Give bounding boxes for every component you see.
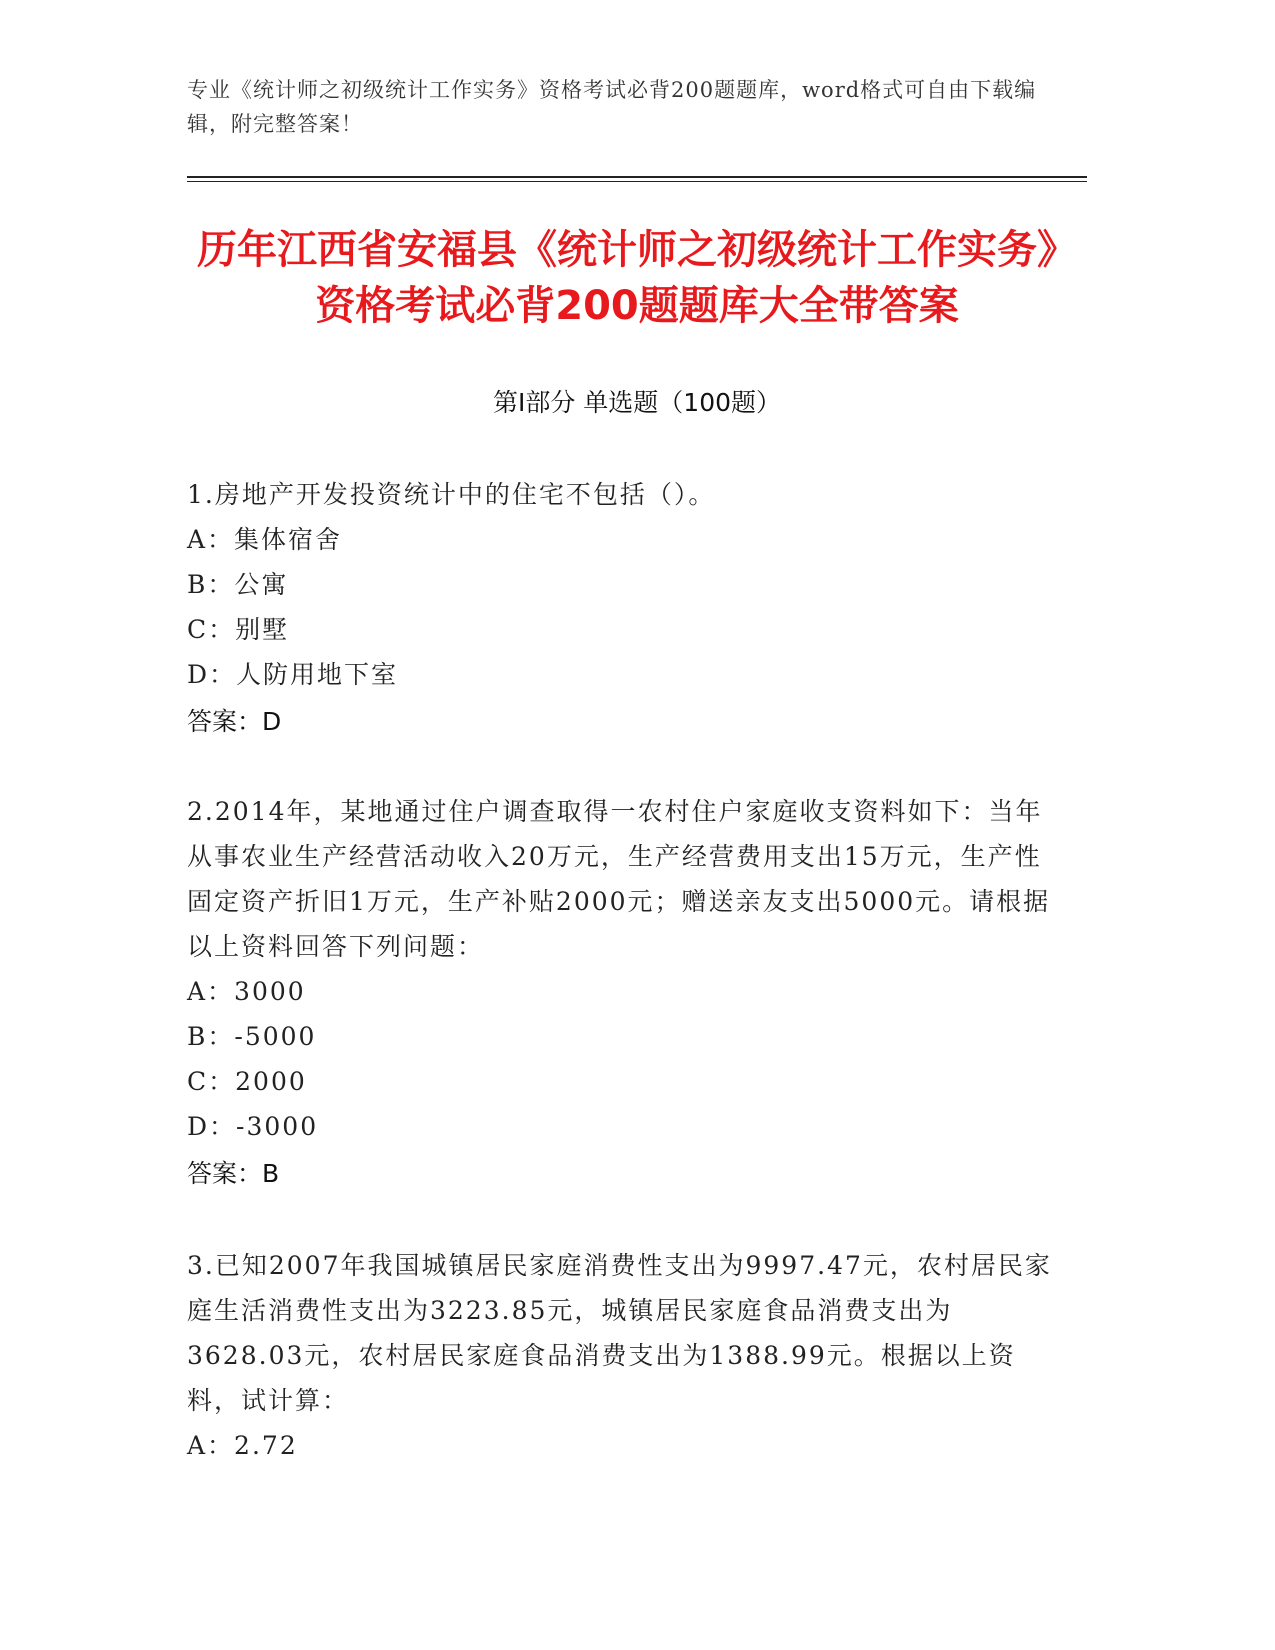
option-b: B：-5000	[187, 1022, 317, 1051]
option-c: C：2000	[187, 1067, 307, 1096]
question-stem: 1.房地产开发投资统计中的住宅不包括（）。	[187, 480, 716, 509]
option-a: A：集体宿舍	[187, 525, 343, 554]
option-b: B：公寓	[187, 570, 289, 599]
answer-line: 答案：B	[187, 1159, 280, 1188]
option-a: A：2.72	[187, 1431, 298, 1460]
option-c: C：别墅	[187, 615, 290, 644]
option-d: D：-3000	[187, 1112, 319, 1141]
section-heading: 第Ⅰ部分 单选题（100题）	[492, 388, 782, 417]
question-stem: 2.2014年，某地通过住户调查取得一农村住户家庭收支资料如下：当年从事农业生产经营活动收入20万元，生产经营费用支出15万元，生产性固定资产折旧1万元，生产补贴2000元；赠送亲友支出5000元。请根据以上资料回答下列问题：	[187, 797, 1051, 961]
question-item	[187, 1243, 1067, 1468]
header-divider-thick	[187, 176, 1087, 178]
option-a: A：3000	[187, 977, 306, 1006]
option-d: D：人防用地下室	[187, 660, 399, 689]
question-item	[187, 789, 1067, 1196]
question-stem: 3.已知2007年我国城镇居民家庭消费性支出为9997.47元，农村居民家庭生活消费性支出为3223.85元，城镇居民家庭食品消费支出为3628.03元，农村居民家庭食品消费支出为1388.99元。根据以上资料，试计算：	[187, 1251, 1052, 1415]
document-title: 历年江西省安福县《统计师之初级统计工作实务》资格考试必背200题题库大全带答案	[197, 227, 1077, 329]
answer-line: 答案：D	[187, 707, 282, 736]
question-item	[187, 472, 1067, 744]
header-note: 专业《统计师之初级统计工作实务》资格考试必背200题题库，word格式可自由下载编辑，附完整答案！	[187, 78, 1037, 136]
header-divider-thin	[187, 181, 1087, 182]
